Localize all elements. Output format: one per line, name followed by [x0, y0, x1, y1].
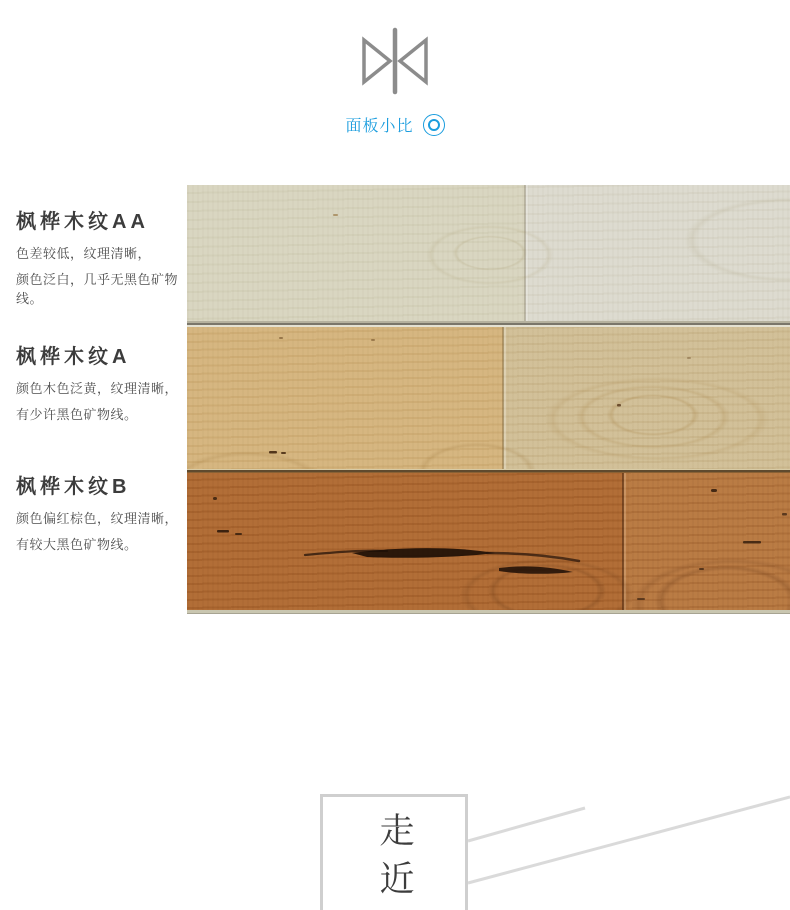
sample-label-aa — [16, 205, 184, 315]
sample-desc-a-line1: 颜色木色泛黄，纹理清晰， — [16, 381, 179, 396]
wood-grain-marks-a — [187, 327, 790, 469]
sample-title-b: 枫桦木纹B — [16, 476, 131, 498]
plank-bottom-bevel — [187, 610, 790, 614]
sample-desc-aa-line2: 颜色泛白，几乎无黑色矿物线。 — [16, 272, 179, 306]
sample-desc-b-line2: 有较大黑色矿物线。 — [16, 537, 138, 552]
sample-label-a — [16, 340, 184, 431]
wood-sample-b — [187, 473, 790, 610]
header — [0, 0, 790, 136]
next-section-box — [320, 794, 468, 910]
sample-desc-aa-line1: 色差较低，纹理清晰， — [16, 246, 152, 261]
bowtie-logo-icon — [353, 26, 437, 96]
section-tagline — [0, 113, 790, 136]
wood-grain-marks-aa — [187, 185, 790, 321]
wood-grain-marks-b — [187, 473, 790, 610]
brand-logo — [0, 26, 790, 101]
tagline-text: 面板小比 — [345, 118, 414, 135]
sample-title-aa: 枫桦木纹AA — [16, 211, 149, 233]
next-section-label: 走近 — [375, 812, 414, 908]
sample-label-b — [16, 470, 184, 561]
sample-desc-a-line2: 有少许黑色矿物线。 — [16, 407, 138, 422]
sample-title-a: 枫桦木纹A — [16, 346, 131, 368]
sample-desc-b-line1: 颜色偏红棕色，纹理清晰， — [16, 511, 179, 526]
wood-comparison-image — [187, 185, 790, 614]
wood-sample-a — [187, 327, 790, 469]
double-circle-icon — [423, 114, 445, 136]
wood-sample-aa — [187, 185, 790, 321]
